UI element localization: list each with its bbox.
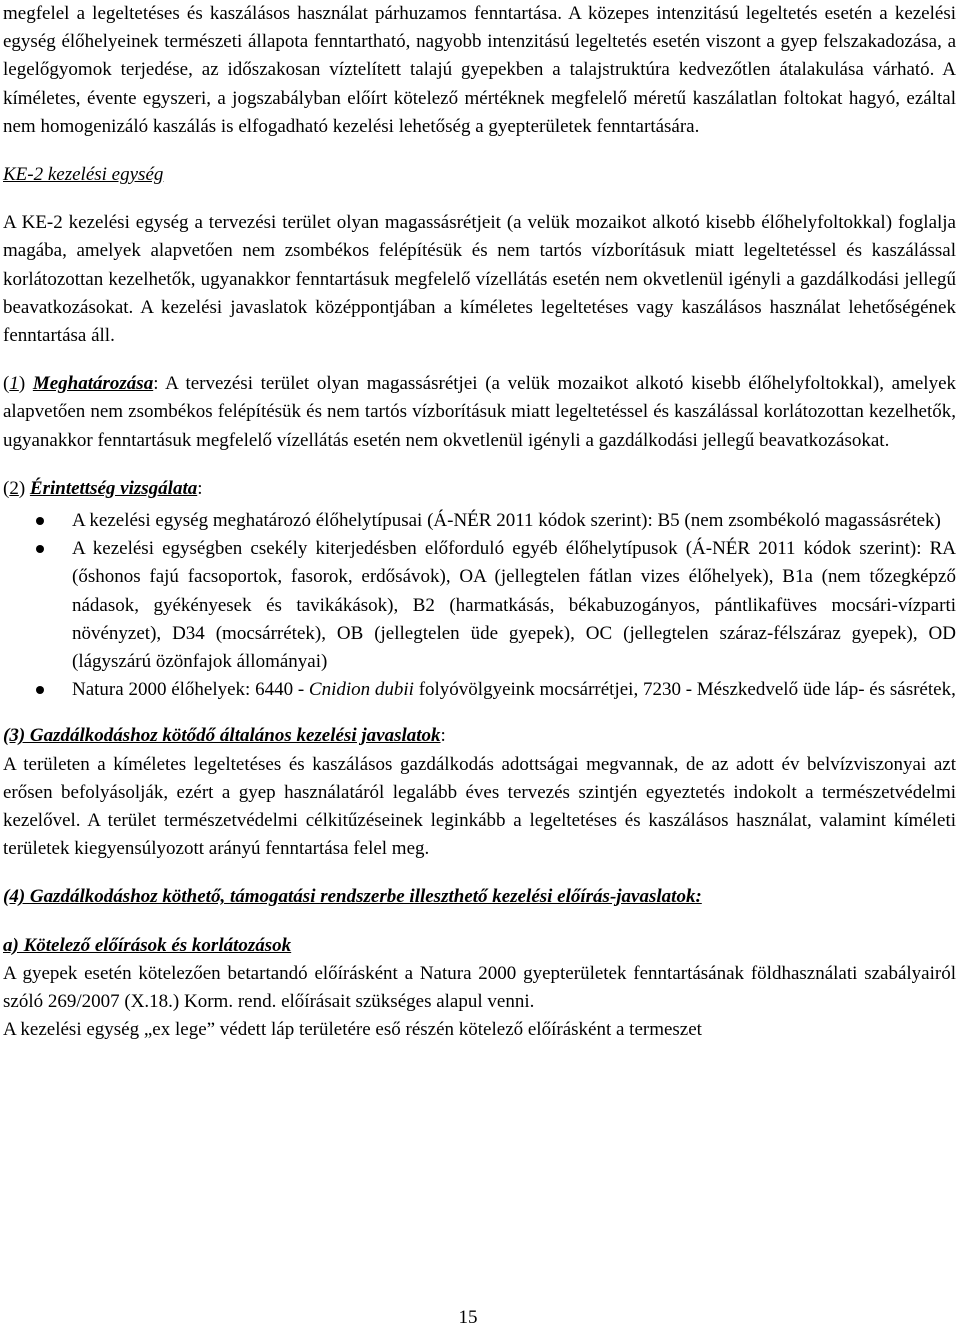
section3-title: (3) Gazdálkodáshoz kötődő általános kezelési javaslatok — [3, 725, 441, 747]
list-item — [3, 676, 956, 704]
intro-paragraph: megfelel a legeltetéses és kaszálásos használat párhuzamos fenntartása. A közepes intenzitású legeltetés esetén a kezelési egység élőhelyeinek természeti állapota fenntartható, nagyobb intenzitású legeltetés esetén viszont a gyep felszakadozása, a legelőgyomok terjedése, az időszakosan víztelített talajú gyepekben a talajstruktúra kedvezőtlen átalakulása várható. A kíméletes, évente egyszeri, a jogszabályban előírt kötelező mértéknek megfelelő méretű kaszálatlan foltokat hagyó, ezáltal nem homogenizáló kaszálás is elfogadható kezelési lehetőség a gyepterületek fenntartására. — [3, 3, 956, 137]
section1-num: 1 — [9, 373, 19, 395]
natura-species: Cnidion dubii — [308, 679, 414, 701]
section2-num: 2 — [9, 477, 19, 499]
natura-before: Natura 2000 élőhelyek: 6440 - — [72, 679, 309, 701]
section1-num-open: ( — [3, 373, 10, 395]
section2-heading — [3, 475, 956, 503]
section2-num-open: ( — [3, 477, 10, 499]
page-content — [3, 0, 956, 1045]
section1-title: Meghatározása — [32, 373, 154, 395]
section2-title: Érintettség vizsgálata — [29, 477, 198, 499]
section2-num-close: ) — [18, 477, 26, 499]
section1-text: A tervezési terület olyan magassásrétjei (a velük mozaikot alkotó kisebb élőhelyfoltokkal), amelyek alapvetően nem zsombékos felépítésük és nem tartós vízborításuk miatt legeltetéssel és kaszálással korlátozottan kezelhetők, ugyanakkor fenntartásuk megfelelő vízellátás esetén nem okvetlenül igényli a gazdálkodási jellegű beavatkozásokat. — [3, 373, 956, 451]
ke2-heading — [3, 161, 956, 189]
bullet-dot-icon — [36, 686, 44, 694]
section4-sub-a-title: a) Kötelező előírások és korlátozások — [3, 934, 292, 956]
bullet-dot-icon — [36, 545, 44, 553]
section2-bullet-list — [3, 507, 956, 704]
list-item — [3, 507, 956, 535]
section3-paragraph: A területen a kíméletes legeltetéses és kaszálásos gazdálkodás adottságai megvannak, de az adott év belvízviszonyai azt erősen befolyásolják, ezért a gyep használatáról legalább éves tervezés szintjén egyeztetés indokolt a természetvédelmi kezelővel. A terület természetvédelmi célkitűzéseinek leginkább a legeltetéses és kaszálásos használat, valamint kíméleti területek kiegyensúlyozott arányú fenntartása felel meg. — [3, 753, 956, 860]
bullet-text: A kezelési egység meghatározó élőhelytípusai (Á-NÉR 2011 kódok szerint): B5 (nem zsombékoló magassásrétek) — [72, 510, 941, 532]
section4-sub-a — [3, 932, 956, 960]
ke2-heading-text: KE-2 kezelési egység — [3, 164, 164, 186]
section1-colon: : — [153, 373, 159, 395]
bullet-dot-icon — [36, 517, 44, 525]
page-number: 15 — [458, 1307, 478, 1328]
section4-heading — [3, 883, 956, 911]
section4-text1: A gyepek esetén kötelezően betartandó előírásként a Natura 2000 gyepterületek fenntartásának földhasználati szabályairól szóló 269/2007 (X.18.) Korm. rend. előírásait szükséges alapul venni. — [3, 962, 956, 1013]
section3-colon: : — [440, 725, 446, 747]
section1-paragraph — [3, 370, 956, 455]
section1-num-close: ) — [18, 373, 26, 395]
section2-colon: : — [197, 477, 203, 499]
bullet-text: A kezelési egységben csekély kiterjedésben előforduló egyéb élőhelytípusok (Á-NÉR 2011 kódok szerint): RA (őshonos fajú facsoportok, fasorok, erdősávok), OA (jellegtelen fátlan vizes élőhelyek), B1a (nem tőzegképző nádasok, gyékényesek és tavikákások), B2 (harmatkásás, békabuzogányos, pántlikafüves mocsári-vízparti növényzet), D34 (mocsárrétek), OB (jellegtelen üde gyepek), OC (jellegtelen száraz-félszáraz gyepek), OD (lágyszárú özönfajok állományai) — [72, 538, 956, 673]
section4-title: (4) Gazdálkodáshoz köthető, támogatási rendszerbe illeszthető kezelési előírás-javaslatok: — [3, 886, 702, 908]
ke2-paragraph: A KE-2 kezelési egység a tervezési terület olyan magassásrétjeit (a velük mozaikot alkotó kisebb élőhelyfoltokkal) foglalja magába, amelyek alapvetően nem zsombékos felépítésük és nem tartós vízborításuk miatt legeltetéssel és kaszálással korlátozottan kezelhetők, ugyanakkor fenntartásuk megfelelő vízellátás esetén nem okvetlenül igényli a gazdálkodási jellegű beavatkozásokat. A kezelési javaslatok középpontjában a kíméletes legeltetéses vagy kaszálásos használat lehetőségének fenntartása áll. — [3, 212, 956, 347]
list-item — [3, 535, 956, 676]
natura-after: folyóvölgyeink mocsárrétjei, 7230 - Mészkedvelő üde láp- és sásrétek, — [413, 679, 956, 701]
section3-heading — [3, 722, 956, 750]
section4-text2: A kezelési egység „ex lege” védett láp területére eső részén kötelező előírásként a termeszet — [3, 1019, 702, 1041]
